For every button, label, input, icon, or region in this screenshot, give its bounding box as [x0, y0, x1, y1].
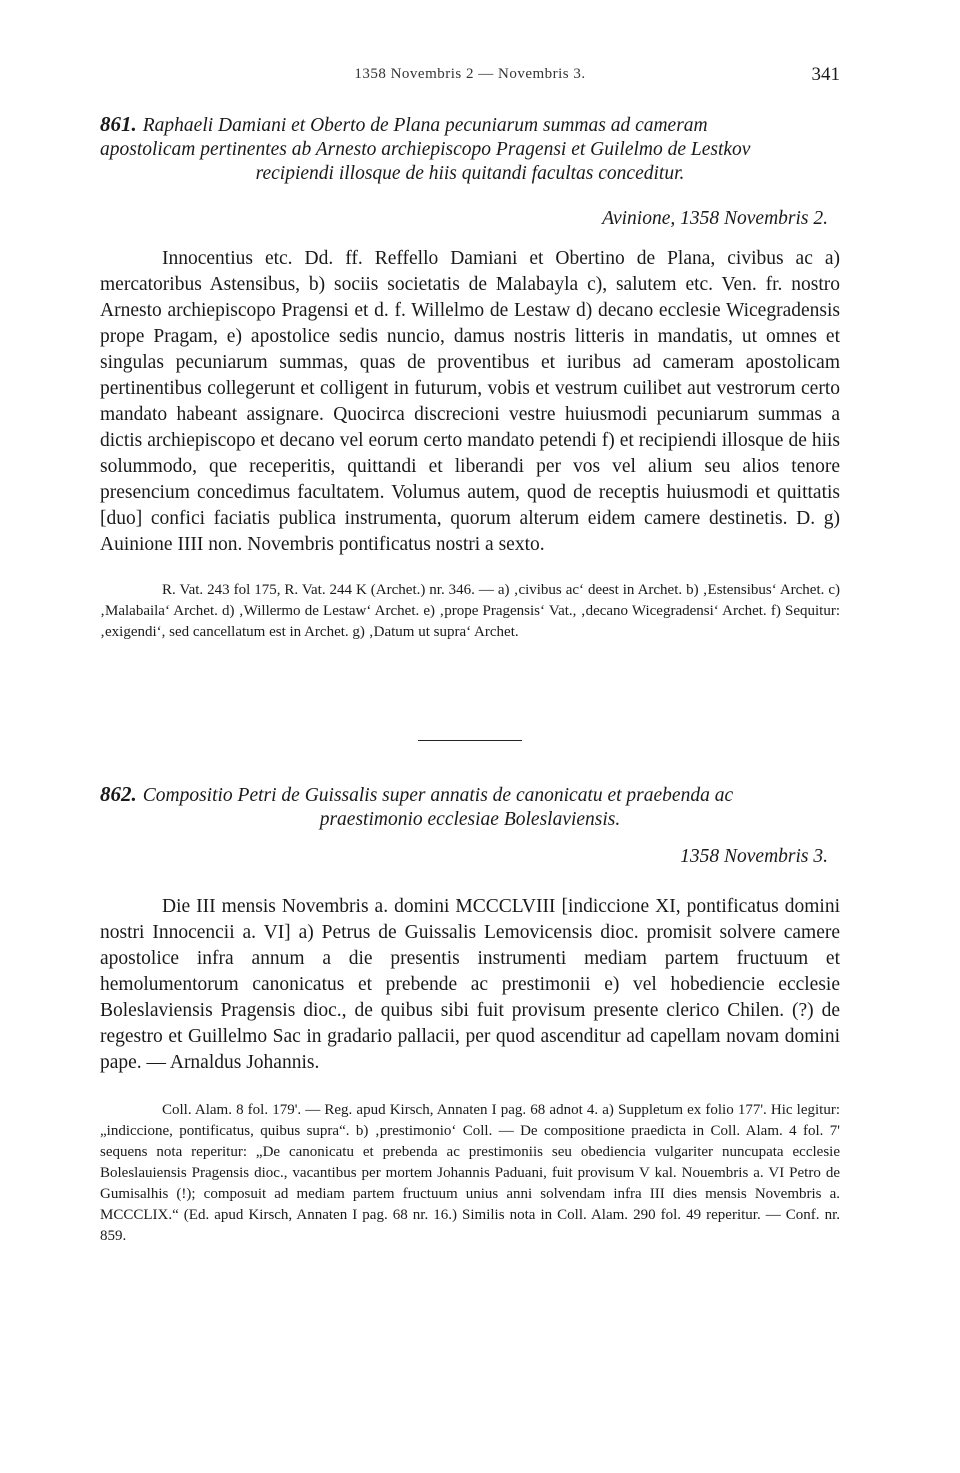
page-number: 341: [811, 64, 840, 85]
doc-861-heading-line3: recipiendi illosque de hiis quitandi facultas conceditur.: [255, 163, 685, 184]
doc-861-notes-block: [100, 580, 840, 643]
doc-861-number: 861.: [100, 112, 137, 136]
doc-862-heading: [100, 782, 840, 832]
doc-862-notes-block: [100, 1100, 840, 1247]
doc-861-text-block: [100, 246, 840, 558]
document-862: [100, 782, 840, 1247]
document-861: [100, 112, 840, 643]
doc-862-heading-line1: Compositio Petri de Guissalis super annatis de canonicatu et praebenda ac: [142, 785, 734, 806]
section-divider: [418, 740, 522, 741]
doc-862-heading-line2: praestimonio ecclesiae Boleslaviensis.: [319, 809, 621, 830]
doc-861-notes: R. Vat. 243 fol 175, R. Vat. 244 K (Archet.) nr. 346. — a) ‚civibus ac‘ deest in Archet. b) ‚Estensibus‘ Archet. c) ‚Malabaila‘ Archet. d) ‚Willermo de Lestaw‘ Archet. e) ‚prope Pragensis‘ Vat., ‚decano Wicegradensi‘ Archet. f) Sequitur: ‚exigendi‘, sed cancellatum est in Archet. g) ‚Datum ut supra‘ Archet.: [100, 582, 840, 640]
running-title: 1358 Novembris 2 — Novembris 3.: [354, 66, 586, 82]
doc-861-heading-line2: apostolicam pertinentes ab Arnesto archiepiscopo Pragensi et Guilelmo de Lestkov: [100, 139, 751, 160]
doc-861-heading-line1: Raphaeli Damiani et Oberto de Plana pecuniarum summas ad cameram: [142, 115, 708, 136]
doc-862-text: Die III mensis Novembris a. domini MCCCLVIII [indiccione XI, pontificatus domini nostri Innocencii a. VI] a) Petrus de Guissalis Lemovicensis dioc. promisit solvere camere apostolice infra annum a die presentis instrumenti mediam partem fructuum et hemolumentorum canonicatus et prebende ac prestimonii e) vel hobediencie ecclesie Boleslaviensis Pragensis dioc., de quibus sibi fuit provisum presente clerico Chilen. (?) de regestro et Guillelmo Sac in gradario pallacii, per quod ascenditur ad capellam novam domini pape. — Arnaldus Johannis.: [100, 896, 840, 1073]
doc-861-text: Innocentius etc. Dd. ff. Reffello Damiani et Obertino de Plana, civibus ac a) mercatoribus Astensibus, b) sociis societatis de Malabayla c), salutem etc. Ven. fr. nostro Arnesto archiepiscopo Pragensi et d. f. Willelmo de Lestaw d) decano ecclesie Wicegradensis prope Pragam, e) apostolice sedis nuncio, damus nostris litteris in mandatis, ut omnes et singulas pecuniarum summas, quas de proventibus et iuribus ad cameram apostolicam pertinentibus collegerunt et colligent in futurum, vobis et vestrum cuilibet aut vestrorum certo mandato habeant assignare. Quocirca discrecioni vestre huiusmodi pecuniarum summas a dictis archiepiscopo et decano vel eorum certo mandato petendi f) et recipiendi illosque de hiis solummodo, que receperitis, quittandi et liberandi per vos vel alium seu alios tenore presencium concedimus facultatem. Volumus autem, quod de receptis huiusmodi et quittatis [duo] confici faciatis publica instrumenta, quorum alterum eidem camere destinetis. D. g) Auinione IIII non. Novembris pontificatus nostri a sexto.: [100, 248, 840, 555]
document-page: [100, 0, 840, 1473]
doc-862-notes: Coll. Alam. 8 fol. 179'. — Reg. apud Kirsch, Annaten I pag. 68 adnot 4. a) Suppletum ex folio 177'. Hic legitur: „indiccione, pontificatus, quibus supra“. b) ‚prestimonio‘ Coll. — De compositione praedicta in Coll. Alam. 4 fol. 7' sequens nota reperitur: „De canonicatu et prebenda ac prestimoniis seu obediencia vulgariter nuncupata ecclesie Boleslauiensis Pragensis dioc., vacantibus per mortem Johannis Paduani, fuit provisum V kal. Nouembris a. VI Petro de Gumisalhis (!); composuit ad mediam partem fructuum unius anni solvendam infra III dies mensis Novembris a. MCCCLIX.“ (Ed. apud Kirsch, Annaten I pag. 68 nr. 16.) Similis nota in Coll. Alam. 290 fol. 49 reperitur. — Conf. nr. 859.: [100, 1102, 840, 1244]
running-header: [100, 64, 840, 88]
doc-861-date: Avinione, 1358 Novembris 2.: [602, 208, 828, 229]
doc-861-heading: [100, 112, 840, 186]
doc-862-number: 862.: [100, 782, 137, 806]
doc-862-text-block: [100, 894, 840, 1076]
doc-862-date: 1358 Novembris 3.: [680, 846, 828, 867]
